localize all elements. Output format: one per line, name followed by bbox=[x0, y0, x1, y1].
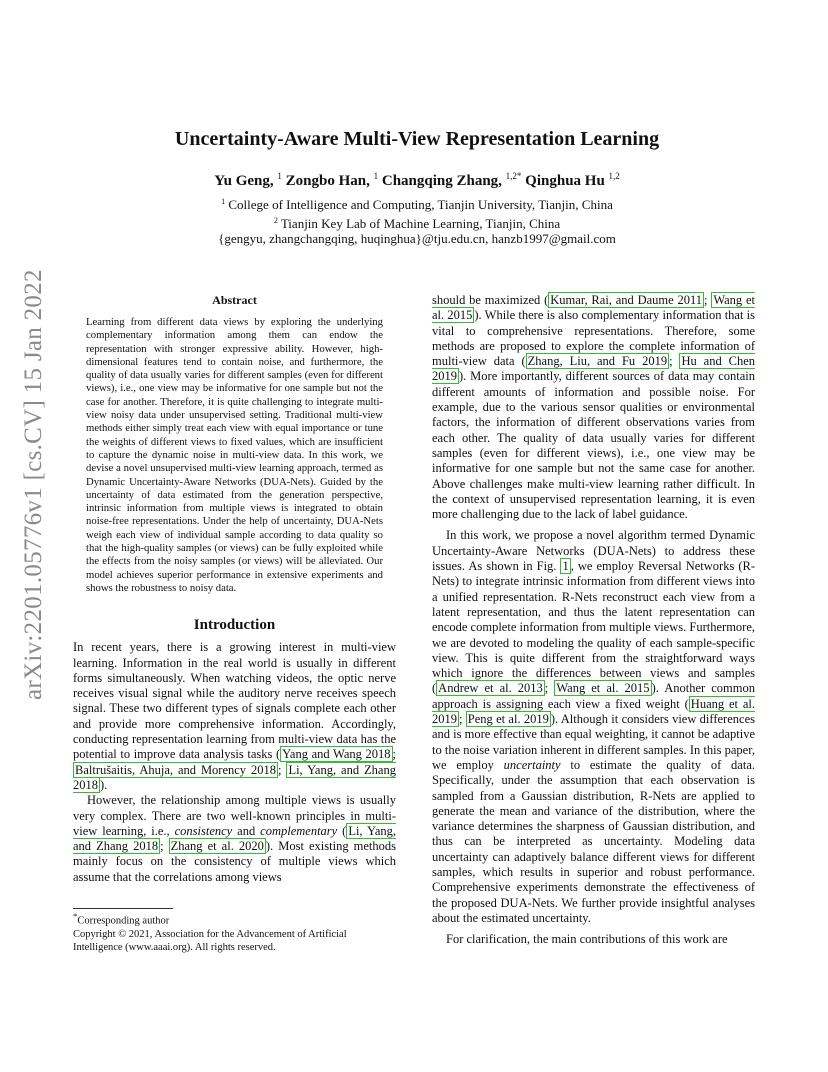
paragraph-text: ). Although it considers view differences and is more effective than equal weighting, it cannot be adaptive to the noise variation inherent in different samples. In this paper, we employ bbox=[432, 712, 755, 772]
paragraph-text: In recent years, there is a growing interest in multi-view learning. Information in the real world is usually in different forms simultaneously. When watching videos, the optic nerve receives visual signal while the auditory nerve receives speech signal. These two different types of signals complete each other and provide more comprehensive information. Accordingly, conducting representation learning from multi-view data has the potential to improve data analysis tasks ( bbox=[73, 640, 396, 762]
figure-link[interactable]: 1 bbox=[562, 559, 569, 574]
citation-link[interactable]: Wang et al. 2015 bbox=[432, 293, 756, 323]
citation-link[interactable]: Baltrušaitis, Ahuja, and Morency 2018 bbox=[75, 762, 277, 777]
citation-link[interactable]: Hu and Chen 2019 bbox=[432, 354, 755, 384]
intro-paragraph-2: However, the relationship among multiple views is usually very complex. There are two well-known principles in multi-view learning, i.e., consistency and complementary ( Li, Yang, and Zhang 2018 ; Zhang et al. 2020 ). Most existing methods mainly focus on the consistency of multiple views which assume that the correlations among views bbox=[73, 793, 396, 884]
paragraph-text: ). bbox=[100, 777, 108, 792]
paragraph-text: ( bbox=[337, 823, 347, 838]
paragraph-text: should be maximized ( bbox=[432, 293, 549, 307]
affiliation-mark: 1 bbox=[221, 197, 226, 206]
author-name: Qinghua Hu bbox=[525, 173, 605, 189]
author-affiliation-mark: 1 bbox=[373, 171, 379, 181]
citation-link[interactable]: Yang and Wang 2018 bbox=[282, 747, 391, 762]
paragraph-text: to estimate the quality of data. Specifically, under the assumption that each observation is sampled from a Gaussian distribution, R-Nets are applied to generate the mean and variance of the distribution, where the variance determines the sharpness of Gaussian distribution, and thus can be interpreted as uncertainty. Modeling data uncertainty can adaptively balance different views for different samples, which results in superior and robust performance. Comprehensive experiments demonstrate the effectiveness of the proposed DUA-Nets. We further provide insightful analyses about the estimated uncertainty. bbox=[432, 757, 755, 925]
author-name: Changqing Zhang, bbox=[381, 173, 502, 189]
introduction-heading: Introduction bbox=[193, 617, 276, 634]
author-affiliation-mark: 1,2* bbox=[505, 171, 522, 181]
citation-link[interactable]: Zhang et al. 2020 bbox=[170, 839, 264, 854]
citation-link[interactable]: Peng et al. 2019 bbox=[467, 712, 549, 727]
footnote-area bbox=[73, 910, 396, 954]
author-affiliation-mark: 1 bbox=[277, 171, 282, 181]
affiliations bbox=[72, 194, 762, 247]
right-column bbox=[432, 293, 755, 947]
paragraph-text: , we employ Reversal Networks (R-Nets) to integrate intrinsic information from different views into a unified representation. R-Nets reconstruct each view from a latent representation, and thus the latent representation can encode complete information from multiple views. Furthermore, we are devoted to modeling the quality of each sample-specific view. This is quite different from the straightforward ways which ignore the differences between views and samples ( bbox=[432, 559, 755, 696]
citation-link[interactable]: Li, Yang, and Zhang 2018 bbox=[73, 762, 396, 792]
citation-link[interactable]: Wang et al. 2015 bbox=[556, 681, 650, 696]
author-list bbox=[72, 171, 762, 190]
paragraph-text: ). While there is also complementary information that is vital to comprehensive representations. Therefore, some methods are proposed to explore the complete information of multi-view data ( bbox=[432, 308, 755, 369]
author-name: Zongbo Han, bbox=[285, 173, 370, 189]
abstract-heading: Abstract bbox=[212, 293, 257, 307]
affiliation-mark: 2 bbox=[273, 215, 278, 225]
author-name: Yu Geng, bbox=[214, 173, 274, 189]
arxiv-stamp: arXiv:2201.05776v1 [cs.CV] 15 Jan 2022 bbox=[20, 269, 47, 700]
paragraph-text: ). More importantly, different sources of data may contain different amounts of information and possible noise. For example, due to the various sensor qualities or environmental factors, the information of different observations varies from each other. The quality of data usually varies for different samples (even for different views), i.e., one view may be informative for one sample but not the same case for another. Above challenges make multi-view learning rather difficult. In the context of unsupervised representation learning, it is even more challenging due to the lack of label guidance. bbox=[432, 369, 755, 522]
emphasis-text: uncertainty bbox=[503, 757, 561, 772]
paragraph-text: However, the relationship among multiple views is usually very complex. There are two well-known principles in multi-view learning, i.e., bbox=[73, 793, 396, 838]
paper-title: Uncertainty-Aware Multi-View Representation Learning bbox=[174, 128, 660, 150]
abstract-text: Learning from different data views by exploring the underlying complementary information among them can endow the representation with stronger expressive ability. However, high-dimensional features tend to contain noise, and furthermore, the quality of data usually varies for different samples (even for different views), i.e., one view may be informative for one sample but not the case for another. Therefore, it is quite challenging to integrate multi-view noisy data under unsupervised setting. Traditional multi-view methods either simply treat each view with equal importance or tune the weights of different views to fixed values, which are insufficient to capture the dynamic noise in multi-view data. In this work, we devise a novel unsupervised multi-view learning approach, termed as Dynamic Uncertainty-Aware Networks (DUA-Nets). Guided by the uncertainty of data estimated from the generation perspective, intrinsic information from multiple views is integrated to obtain noise-free representations. Under the help of uncertainty, DUA-Nets weigh each view of individual sample according to data quality so that the high-quality samples (or views) can be fully exploited while the effects from the noisy samples (or views) will be alleviated. Our model achieves superior performance in extensive experiments and shows the robustness to noisy data. bbox=[86, 316, 383, 594]
intro-paragraph-1: In recent years, there is a growing interest in multi-view learning. Information in the real world is usually in different forms simultaneously. When watching videos, the optic nerve receives visual signal while the auditory nerve receives speech signal. These two different types of signals complete each other and provide more comprehensive information. Accordingly, conducting representation learning from multi-view data has the potential to improve data analysis tasks ( Yang and Wang 2018 ; Baltrušaitis, Ahuja, and Morency 2018 ; Li, Yang, and Zhang 2018 ). bbox=[73, 640, 396, 792]
paragraph-text: ). Most existing methods mainly focus on the consistency of multiple views which assume that the correlations among views bbox=[73, 839, 396, 884]
paragraph-text: In this work, we propose a novel algorithm termed Dynamic Uncertainty-Aware Networks (DUA-Nets) to address these issues. As shown in Fig. bbox=[432, 528, 755, 574]
affiliation-text: Tianjin Key Lab of Machine Learning, Tianjin, China bbox=[280, 215, 561, 231]
paper-header bbox=[72, 128, 762, 247]
right-paragraph-2: In this work, we propose a novel algorithm termed Dynamic Uncertainty-Aware Networks (DUA-Nets) to address these issues. As shown in Fig. 1 , we employ Reversal Networks (R-Nets) to integrate intrinsic information from different views into a unified representation. R-Nets reconstruct each view from a latent representation, and thus the latent representation can encode complete information from multiple views. Furthermore, we are devoted to modeling the quality of each sample-specific view. This is quite different from the straightforward ways which ignore the differences between views and samples ( Andrew et al. 2013 ; Wang et al. 2015 ). Another common approach is assigning each view a fixed weight ( Huang et al. 2019 ; Peng et al. 2019 ). Although it considers view differences and is more effective than equal weighting, it cannot be adaptive to the noise variation inherent in different samples. In this paper, we employ uncertainty to estimate the quality of data. Specifically, under the assumption that each observation is sampled from a Gaussian distribution, R-Nets are applied to generate the mean and variance of the distribution, where the variance determines the sharpness of Gaussian distribution, and thus can be interpreted as uncertainty. Modeling data uncertainty can adaptively balance different views for different samples, which results in superior and robust performance. Comprehensive experiments demonstrate the effectiveness of the proposed DUA-Nets. We further provide insightful analyses about the estimated uncertainty. bbox=[432, 528, 755, 925]
affiliation-line bbox=[72, 213, 762, 232]
paragraph-text: and bbox=[232, 823, 261, 838]
email-line: {gengyu, zhangchangqing, huqinghua}@tju.edu.cn, hanzb1997@gmail.com bbox=[218, 231, 616, 246]
paragraph-text: ). Another common approach is assigning each view a fixed weight ( bbox=[432, 681, 755, 711]
emphasis-text: complementary bbox=[260, 823, 338, 838]
right-paragraph-3: For clarification, the main contributions of this work are bbox=[446, 932, 728, 947]
left-column bbox=[73, 293, 396, 885]
footnote-corresponding: *Corresponding author bbox=[73, 911, 170, 927]
footnote-copyright: Copyright © 2021, Association for the Advancement of Artificial Intelligence (www.aaai.org). All rights reserved. bbox=[73, 928, 347, 953]
emphasis-text: consistency bbox=[174, 823, 233, 838]
citation-link[interactable]: Andrew et al. 2013 bbox=[438, 681, 543, 696]
citation-link[interactable]: Li, Yang, and Zhang 2018 bbox=[73, 823, 396, 854]
citation-link[interactable]: Kumar, Rai, and Daume 2011 bbox=[550, 293, 703, 307]
affiliation-text: College of Intelligence and Computing, Tianjin University, Tianjin, China bbox=[228, 197, 613, 212]
citation-link[interactable]: Zhang, Liu, and Fu 2019 bbox=[527, 354, 668, 369]
citation-link[interactable]: Huang et al. 2019 bbox=[432, 696, 755, 727]
affiliation-line bbox=[72, 194, 762, 213]
right-paragraph-1: should be maximized ( Kumar, Rai, and Daume 2011 ; Wang et al. 2015 ). While there is also complementary information that is vital to comprehensive representations. Therefore, some methods are proposed to explore the complete information of multi-view data ( Zhang, Liu, and Fu 2019 ; Hu and Chen 2019 ). More importantly, different sources of data may contain different amounts of information and possible noise. For example, due to the various sensor qualities or environmental factors, the information of different observations varies from each other. The quality of data usually varies for different samples (even for different views), i.e., one view may be informative for one sample but not the same case for another. Above challenges make multi-view learning rather difficult. In the context of unsupervised representation learning, it is even more challenging due to the lack of label guidance. bbox=[432, 293, 756, 522]
author-affiliation-mark: 1,2 bbox=[608, 171, 620, 181]
